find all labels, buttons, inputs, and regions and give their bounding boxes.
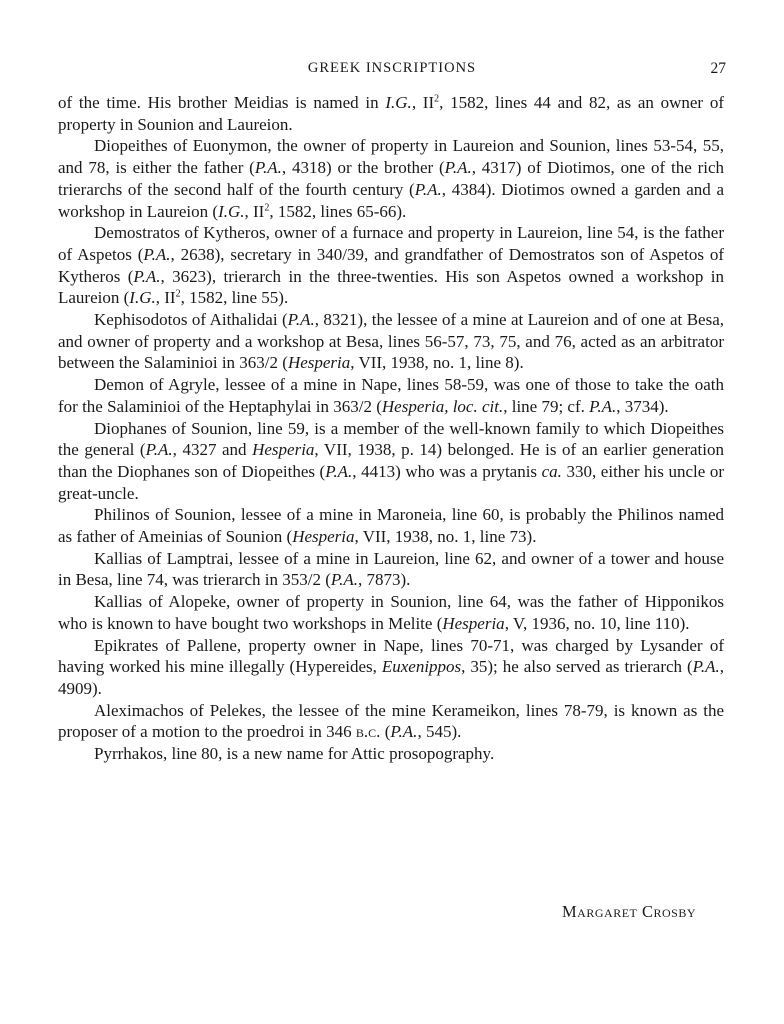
italic-citation: I.G. bbox=[218, 201, 245, 221]
text-run: , 4413) who was a prytanis bbox=[352, 461, 542, 481]
superscript: 2 bbox=[175, 288, 181, 300]
paragraph bbox=[58, 222, 724, 309]
text-run: , 3623), trierarch in the three-twenties. His son Aspetos owned a workshop in Laureion ( bbox=[58, 266, 724, 308]
italic-citation: P.A. bbox=[414, 179, 442, 199]
text-run: , 3734). bbox=[616, 396, 669, 416]
paragraph bbox=[58, 700, 724, 743]
italic-citation: P.A. bbox=[444, 158, 472, 178]
paragraph bbox=[58, 635, 724, 700]
text-run: , 545). bbox=[417, 722, 462, 742]
italic-citation: P.A. bbox=[330, 570, 358, 590]
article-body bbox=[58, 92, 724, 765]
italic-citation: P.A. bbox=[325, 461, 353, 481]
text-run: , V, 1936, no. 10, line 110). bbox=[504, 613, 690, 633]
text-run: , VII, 1938, no. 1, line 8). bbox=[350, 353, 524, 373]
text-run: , II bbox=[155, 288, 176, 308]
italic-citation: Hesperia bbox=[442, 613, 505, 633]
italic-citation: P.A. bbox=[390, 722, 418, 742]
italic-citation: P.A. bbox=[145, 440, 173, 460]
paragraph bbox=[58, 92, 724, 135]
italic-citation: P.A. bbox=[133, 266, 161, 286]
italic-citation: P.A. bbox=[287, 310, 315, 330]
text-run: ( bbox=[380, 722, 391, 742]
author-signature: Margaret Crosby bbox=[562, 902, 696, 921]
italic-citation: P.A. bbox=[254, 158, 282, 178]
italic-citation: Hesperia bbox=[252, 440, 315, 460]
text-run: , 4384). Diotimos owned a garden and a workshop in Laureion ( bbox=[58, 179, 724, 221]
superscript: 2 bbox=[434, 93, 440, 105]
text-run: Pyrrhakos, line 80, is a new name for Attic prosopography. bbox=[94, 744, 495, 764]
text-run: Diopeithes of Euonymon, the owner of property in Laureion and Sounion, lines 53-54, 55, and 78, is either the father ( bbox=[58, 136, 724, 178]
italic-citation: Hesperia, loc. cit. bbox=[381, 396, 504, 416]
paragraph bbox=[58, 135, 724, 222]
text-run: , 7873). bbox=[357, 570, 411, 590]
text-run: , 4318) or the brother ( bbox=[281, 158, 445, 178]
text-run: , II bbox=[244, 201, 265, 221]
running-title: GREEK INSCRIPTIONS bbox=[307, 60, 477, 76]
paragraph bbox=[58, 591, 724, 634]
paragraph bbox=[58, 309, 724, 374]
text-run: Kephisodotos of Aithalidai ( bbox=[94, 310, 288, 330]
italic-citation: P.A. bbox=[692, 657, 720, 677]
text-run: , VII, 1938, no. 1, line 73). bbox=[354, 527, 537, 547]
text-run: Kallias of Alopeke, owner of property in Sounion, line 64, was the father of Hipponikos who is known to have bought two workshops in Melite ( bbox=[58, 592, 724, 633]
text-run: of the time. His brother Meidias is named in bbox=[58, 93, 386, 112]
italic-citation: P.A. bbox=[589, 396, 617, 416]
italic-citation: Hesperia bbox=[292, 527, 355, 547]
small-caps-text: b.c. bbox=[355, 722, 381, 742]
text-run: , 2638), secretary in 340/39, and grandfather of Demostratos son of Aspetos of Kytheros ( bbox=[58, 244, 724, 286]
italic-citation: Hesperia bbox=[287, 353, 351, 373]
text-run: , 4317) of Diotimos, one of the rich trierarchs of the second half of the fourth century ( bbox=[58, 158, 724, 199]
italic-citation: Euxenippos bbox=[381, 657, 462, 677]
text-run: Philinos of Sounion, lessee of a mine in Maroneia, line 60, is probably the Philinos named as father of Ameinias of Sounion ( bbox=[58, 505, 724, 547]
text-run: , 4909). bbox=[58, 657, 724, 698]
text-run: 330, either his uncle or great-uncle. bbox=[58, 461, 724, 503]
text-run: , 1582, lines 65-66). bbox=[269, 201, 407, 221]
text-run: , 1582, lines 44 and 82, as an owner of property in Sounion and Laureion. bbox=[58, 93, 724, 134]
text-run: , II bbox=[411, 93, 435, 112]
text-run: , 35); he also served as trierarch ( bbox=[461, 657, 693, 677]
running-head bbox=[0, 60, 784, 80]
paragraph bbox=[58, 743, 724, 765]
text-run: Epikrates of Pallene, property owner in Nape, lines 70-71, was charged by Lysander of having worked his mine illegally (Hypereides, bbox=[58, 635, 724, 677]
italic-citation: I.G. bbox=[129, 288, 156, 308]
text-run: , 8321), the lessee of a mine at Laureion and of one at Besa, and owner of property and a workshop at Besa, lines 56-57, 73, 75, and 76, acted as an arbitrator between the Salaminioi in 363/2 ( bbox=[58, 310, 724, 373]
text-run: Demostratos of Kytheros, owner of a furnace and property in Laureion, line 54, is the father of Aspetos ( bbox=[58, 223, 724, 264]
superscript: 2 bbox=[264, 201, 270, 213]
paragraph bbox=[58, 548, 724, 591]
text-run: Kallias of Lamptrai, lessee of a mine in Laureion, line 62, and owner of a tower and house in Besa, line 74, was trierarch in 353/2 ( bbox=[58, 548, 724, 590]
text-run: , VII, 1938, p. 14) belonged. He is of an earlier generation than the Diophanes son of Diopeithes ( bbox=[58, 440, 725, 481]
text-run: , line 79; cf. bbox=[503, 396, 590, 416]
italic-citation: I.G. bbox=[385, 93, 412, 112]
italic-citation: ca. bbox=[541, 461, 562, 481]
page-number: 27 bbox=[710, 60, 726, 77]
text-run: Diophanes of Sounion, line 59, is a member of the well-known family to which Diopeithes the general ( bbox=[58, 418, 724, 460]
paragraph bbox=[58, 504, 724, 547]
text-run: , 1582, line 55). bbox=[180, 288, 289, 308]
paragraph bbox=[58, 418, 724, 505]
text-run: , 4327 and bbox=[172, 440, 253, 460]
text-run: Demon of Agryle, lessee of a mine in Nape, lines 58-59, was one of those to take the oath for the Salaminioi of the Heptaphylai in 363/2 ( bbox=[58, 375, 724, 416]
italic-citation: P.A. bbox=[143, 244, 171, 264]
text-run: Aleximachos of Pelekes, the lessee of the mine Kerameikon, lines 78-79, is known as the proposer of a motion to the proedroi in 346 bbox=[58, 700, 724, 742]
paragraph bbox=[58, 374, 724, 417]
